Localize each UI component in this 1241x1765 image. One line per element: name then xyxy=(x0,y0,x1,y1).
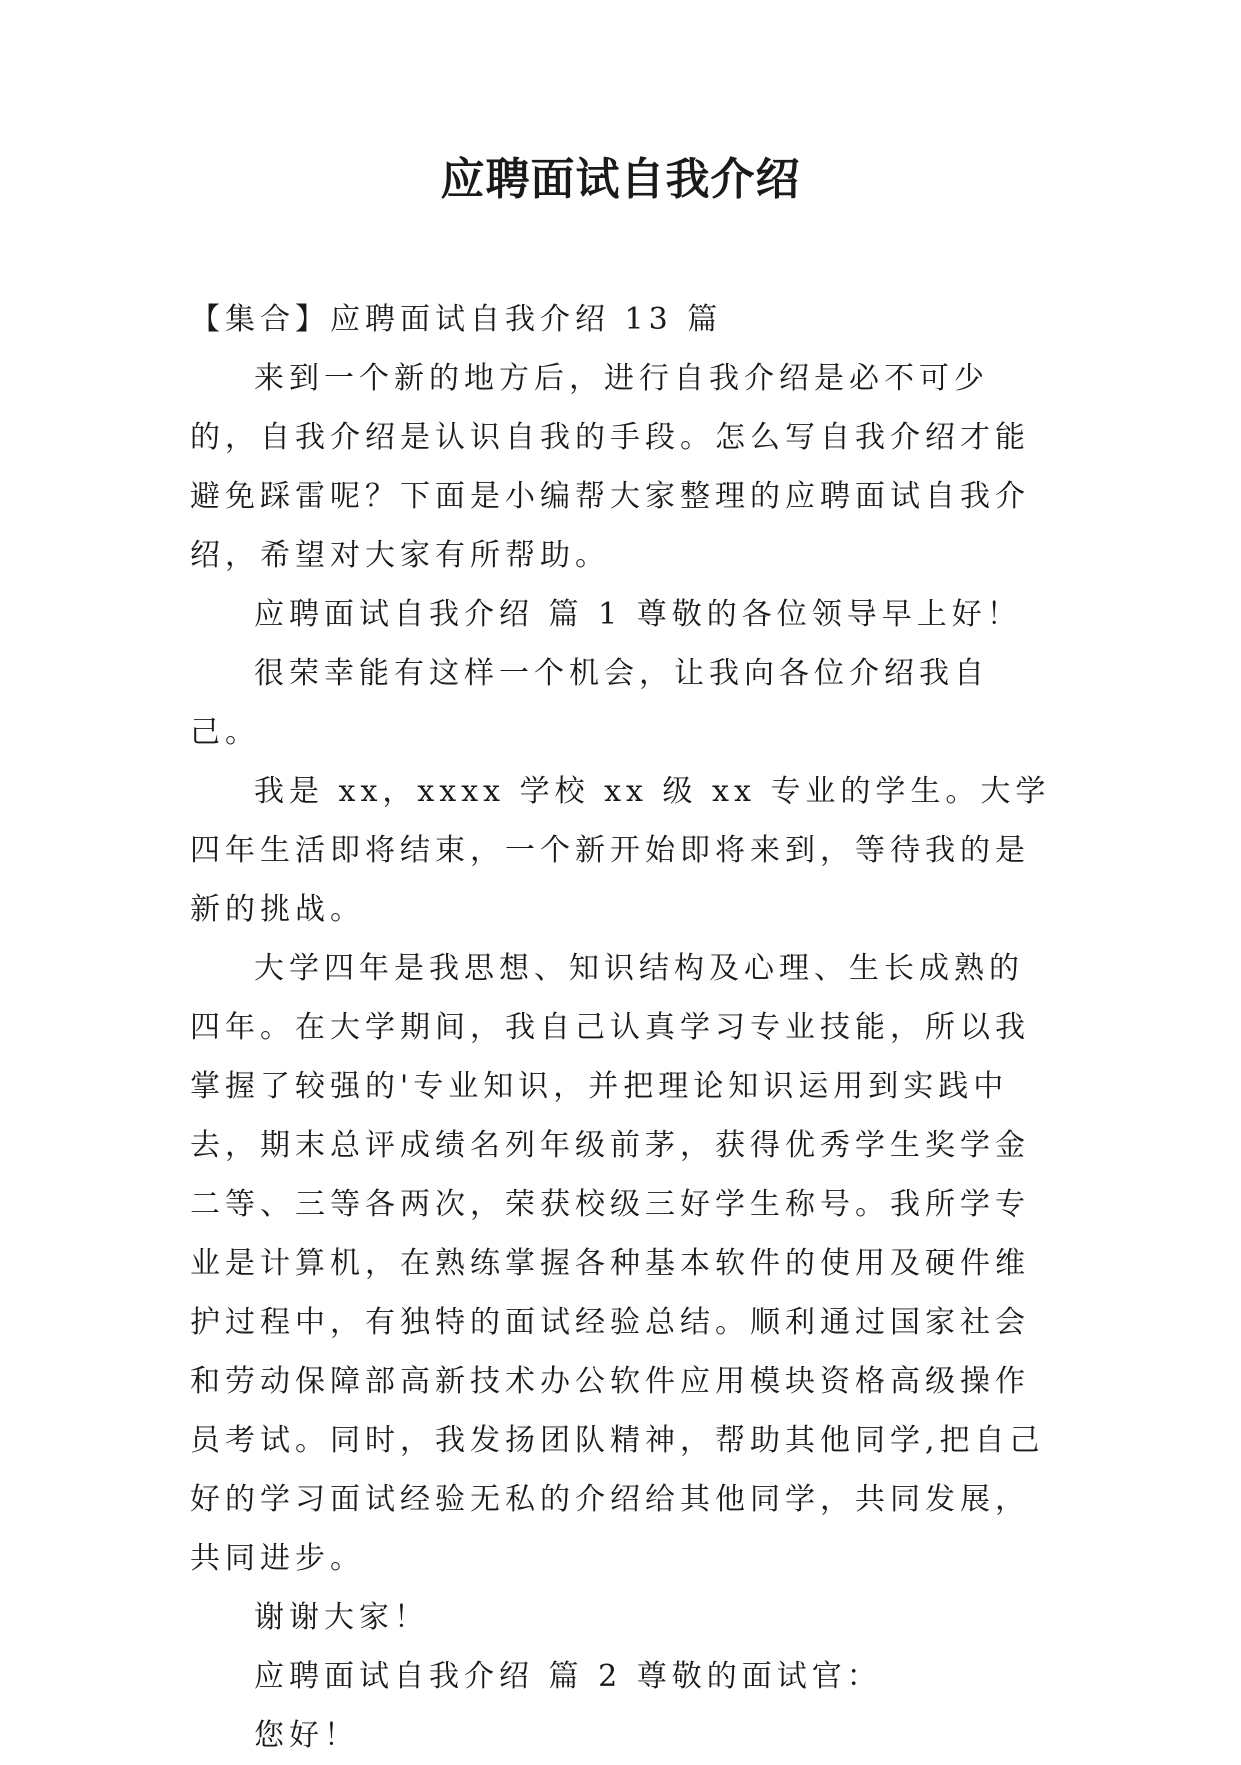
document-body xyxy=(190,290,1052,1765)
paragraph: 我是 xx，xxxx 学校 xx 级 xx 专业的学生。大学四年生活即将结束，一个新开始即将来到，等待我的是新的挑战。 xyxy=(190,774,1051,927)
paragraph-heading: 【集合】应聘面试自我介绍 13 篇 xyxy=(190,302,723,337)
document-title: 应聘面试自我介绍 xyxy=(440,154,801,205)
paragraph-intro: 来到一个新的地方后，进行自我介绍是必不可少的，自我介绍是认识自我的手段。怎么写自我介绍才能避免踩雷呢？下面是小编帮大家整理的应聘面试自我介绍，希望对大家有所帮助。 xyxy=(190,361,1030,573)
paragraph: 很荣幸能有这样一个机会，让我向各位介绍我自己。 xyxy=(190,656,989,750)
paragraph-section-2-start: 应聘面试自我介绍 篇 2 尊敬的面试官： xyxy=(254,1659,882,1694)
paragraph: 您好！ xyxy=(254,1718,359,1753)
paragraph-section-1-start: 应聘面试自我介绍 篇 1 尊敬的各位领导早上好！ xyxy=(254,597,1022,632)
paragraph: 谢谢大家！ xyxy=(254,1600,429,1635)
paragraph: 大学四年是我思想、知识结构及心理、生长成熟的四年。在大学期间，我自己认真学习专业技能，所以我掌握了较强的'专业知识，并把理论知识运用到实践中去，期末总评成绩名列年级前茅，获得优秀学生奖学金二等、三等各两次，荣获校级三好学生称号。我所学专业是计算机，在熟练掌握各种基本软件的使用及硬件维护过程中，有独特的面试经验总结。顺利通过国家社会和劳动保障部高新技术办公软件应用模块资格高级操作员考试。同时，我发扬团队精神，帮助其他同学,把自己好的学习面试经验无私的介绍给其他同学，共同发展，共同进步。 xyxy=(190,951,1045,1576)
